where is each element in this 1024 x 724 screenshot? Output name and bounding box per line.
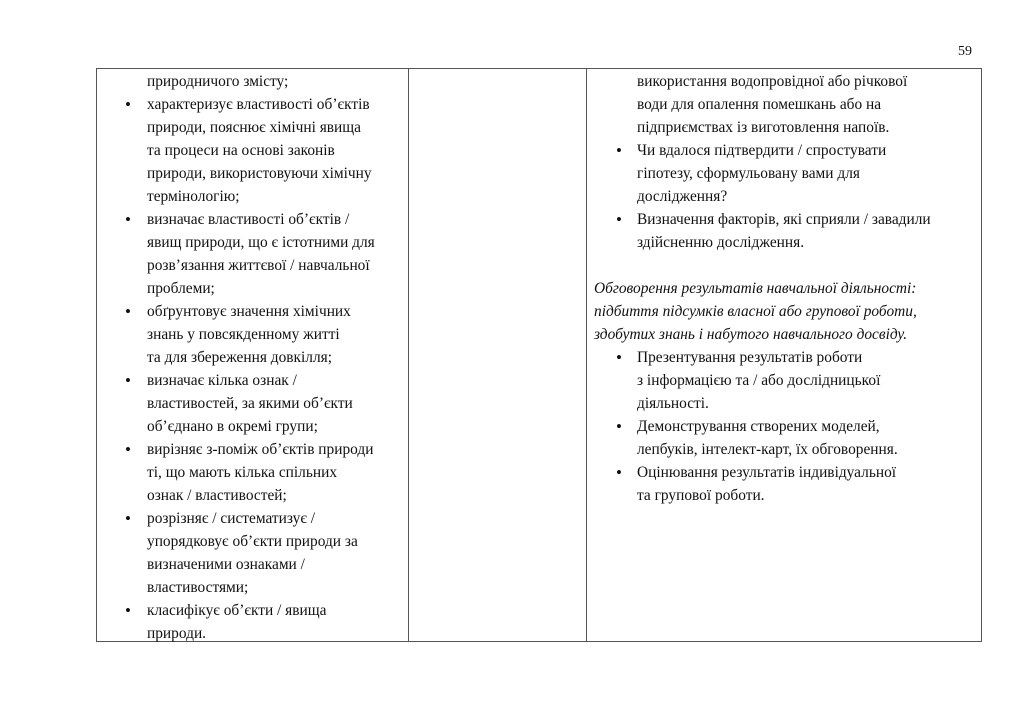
right-column [587,69,981,641]
list-item: • обґрунтовує значення хімічних знань у повсякденному житті та для збереження довкілля; [147,300,408,369]
list-item: • класифікує об’єкти / явища природи. [147,599,408,645]
list-item: • Оцінювання результатів індивідуальної та групової роботи. [637,461,981,507]
discussion-list [587,346,981,507]
outcomes-list [97,69,408,645]
list-item: використання водопровідної або річкової води для опалення помешкань або на підприємствах із виготовлення напоїв. [637,73,908,136]
list-item: • розрізняє / систематизує / упорядковує об’єкти природи за визначеними ознаками / властивостями; [147,507,408,599]
list-item: • Чи вдалося підтвердити / спростувати гіпотезу, сформульовану вами для дослідження? [637,139,981,208]
list-item: • визначає властивості об’єктів / явищ природи, що є істотними для розв’язання життєвої / навчальної проблеми; [147,208,408,300]
list-item: • вирізняє з-поміж об’єктів природи ті, що мають кілька спільних ознак / властивостей; [147,438,408,507]
list-item: • Демонстрування створених моделей, лепбуків, інтелект-карт, їх обговорення. [637,415,981,461]
list-item: • визначає кілька ознак / властивостей, за якими об’єкти об’єднано в окремі групи; [147,369,408,438]
list-item: • Презентування результатів роботи з інформацією та / або дослідницької діяльності. [637,346,981,415]
section-heading: Обговорення результатів навчальної діяльності: підбиття підсумків власної або групової роботи, здобутих знань і набутого навчального досвіду. [594,280,917,343]
middle-column [409,69,587,641]
page-number: 59 [958,44,972,59]
left-column [97,69,409,641]
activities-list [587,69,981,254]
list-item: • Визначення факторів, які сприяли / завадили здійсненню дослідження. [637,208,981,254]
content-table [96,68,982,642]
list-item: • характеризує властивості об’єктів природи, пояснює хімічні явища та процеси на основі законів природи, використовуючи хімічну термінологію; [147,93,408,208]
list-item: природничого змісту; [147,73,289,90]
